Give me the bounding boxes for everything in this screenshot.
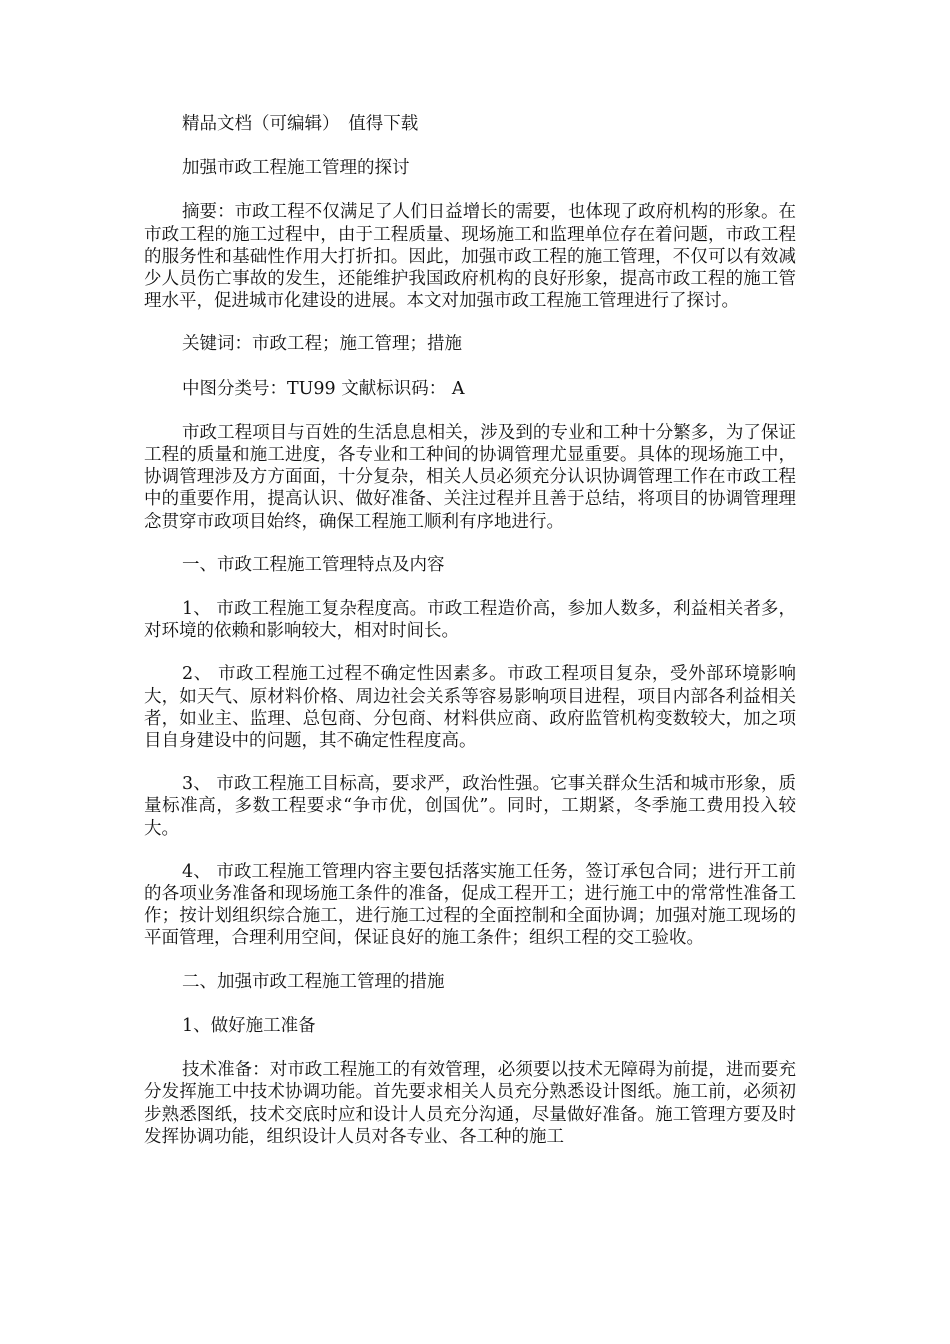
- list-item: 2、 市政工程施工过程不确定性因素多。市政工程项目复杂，受外部环境影响大，如天气、原材料价格、周边社会关系等容易影响项目进程，项目内部各利益相关者，如业主、监理、总包商、分包商、材料供应商、政府监管机构变数较大，加之项目自身建设中的问题，其不确定性程度高。: [144, 664, 796, 752]
- list-item: 4、 市政工程施工管理内容主要包括落实施工任务，签订承包合同；进行开工前的各项业务准备和现场施工条件的准备，促成工程开工；进行施工中的常常性准备工作；按计划组织综合施工，进行施工过程的全面控制和全面协调；加强对施工现场的平面管理，合理利用空间，保证良好的施工条件；组织工程的交工验收。: [144, 861, 796, 949]
- document-body: [144, 113, 796, 1169]
- document-header: 精品文档（可编辑） 值得下载: [182, 114, 419, 134]
- subsection-heading: 1、做好施工准备: [182, 1015, 316, 1036]
- technical-prep-paragraph: 技术准备：对市政工程施工的有效管理，必须要以技术无障碍为前提，进而要充分发挥施工中技术协调功能。首先要求相关人员充分熟悉设计图纸。施工前，必须初步熟悉图纸，技术交底时应和设计人员充分沟通，尽量做好准备。施工管理方要及时发挥协调功能，组织设计人员对各专业、各工种的施工: [144, 1060, 796, 1147]
- classification-line: 中图分类号：TU99 文献标识码： A: [182, 378, 465, 399]
- intro-paragraph: 市政工程项目与百姓的生活息息相关，涉及到的专业和工种十分繁多，为了保证工程的质量和施工进度，各专业和工种间的协调管理尤显重要。具体的现场施工中，协调管理涉及方方面面，十分复杂，相关人员必须充分认识协调管理工作在市政工程中的重要作用，提高认识、做好准备、关注过程并且善于总结，将项目的协调管理理念贯穿市政项目始终，确保工程施工顺利有序地进行。: [144, 422, 796, 532]
- keywords-line: 关键词：市政工程；施工管理；措施: [182, 334, 462, 355]
- document-title: 加强市政工程施工管理的探讨: [182, 158, 410, 179]
- section-heading-2: 二、加强市政工程施工管理的措施: [182, 971, 445, 992]
- list-item: 3、 市政工程施工目标高，要求严，政治性强。它事关群众生活和城市形象，质量标准高，多数工程要求“争市优，创国优”。同时，工期紧，冬季施工费用投入较大。: [144, 774, 796, 839]
- abstract-paragraph: 摘要：市政工程不仅满足了人们日益增长的需要，也体现了政府机构的形象。在市政工程的施工过程中，由于工程质量、现场施工和监理单位存在着问题，市政工程的服务性和基础性作用大打折扣。因此，加强市政工程的施工管理，不仅可以有效减少人员伤亡事故的发生，还能维护我国政府机构的良好形象，提高市政工程的施工管理水平，促进城市化建设的进展。本文对加强市政工程施工管理进行了探讨。: [144, 202, 796, 312]
- section-heading-1: 一、市政工程施工管理特点及内容: [182, 554, 445, 575]
- list-item: 1、 市政工程施工复杂程度高。市政工程造价高，参加人数多，利益相关者多，对环境的依赖和影响较大，相对时间长。: [144, 599, 796, 642]
